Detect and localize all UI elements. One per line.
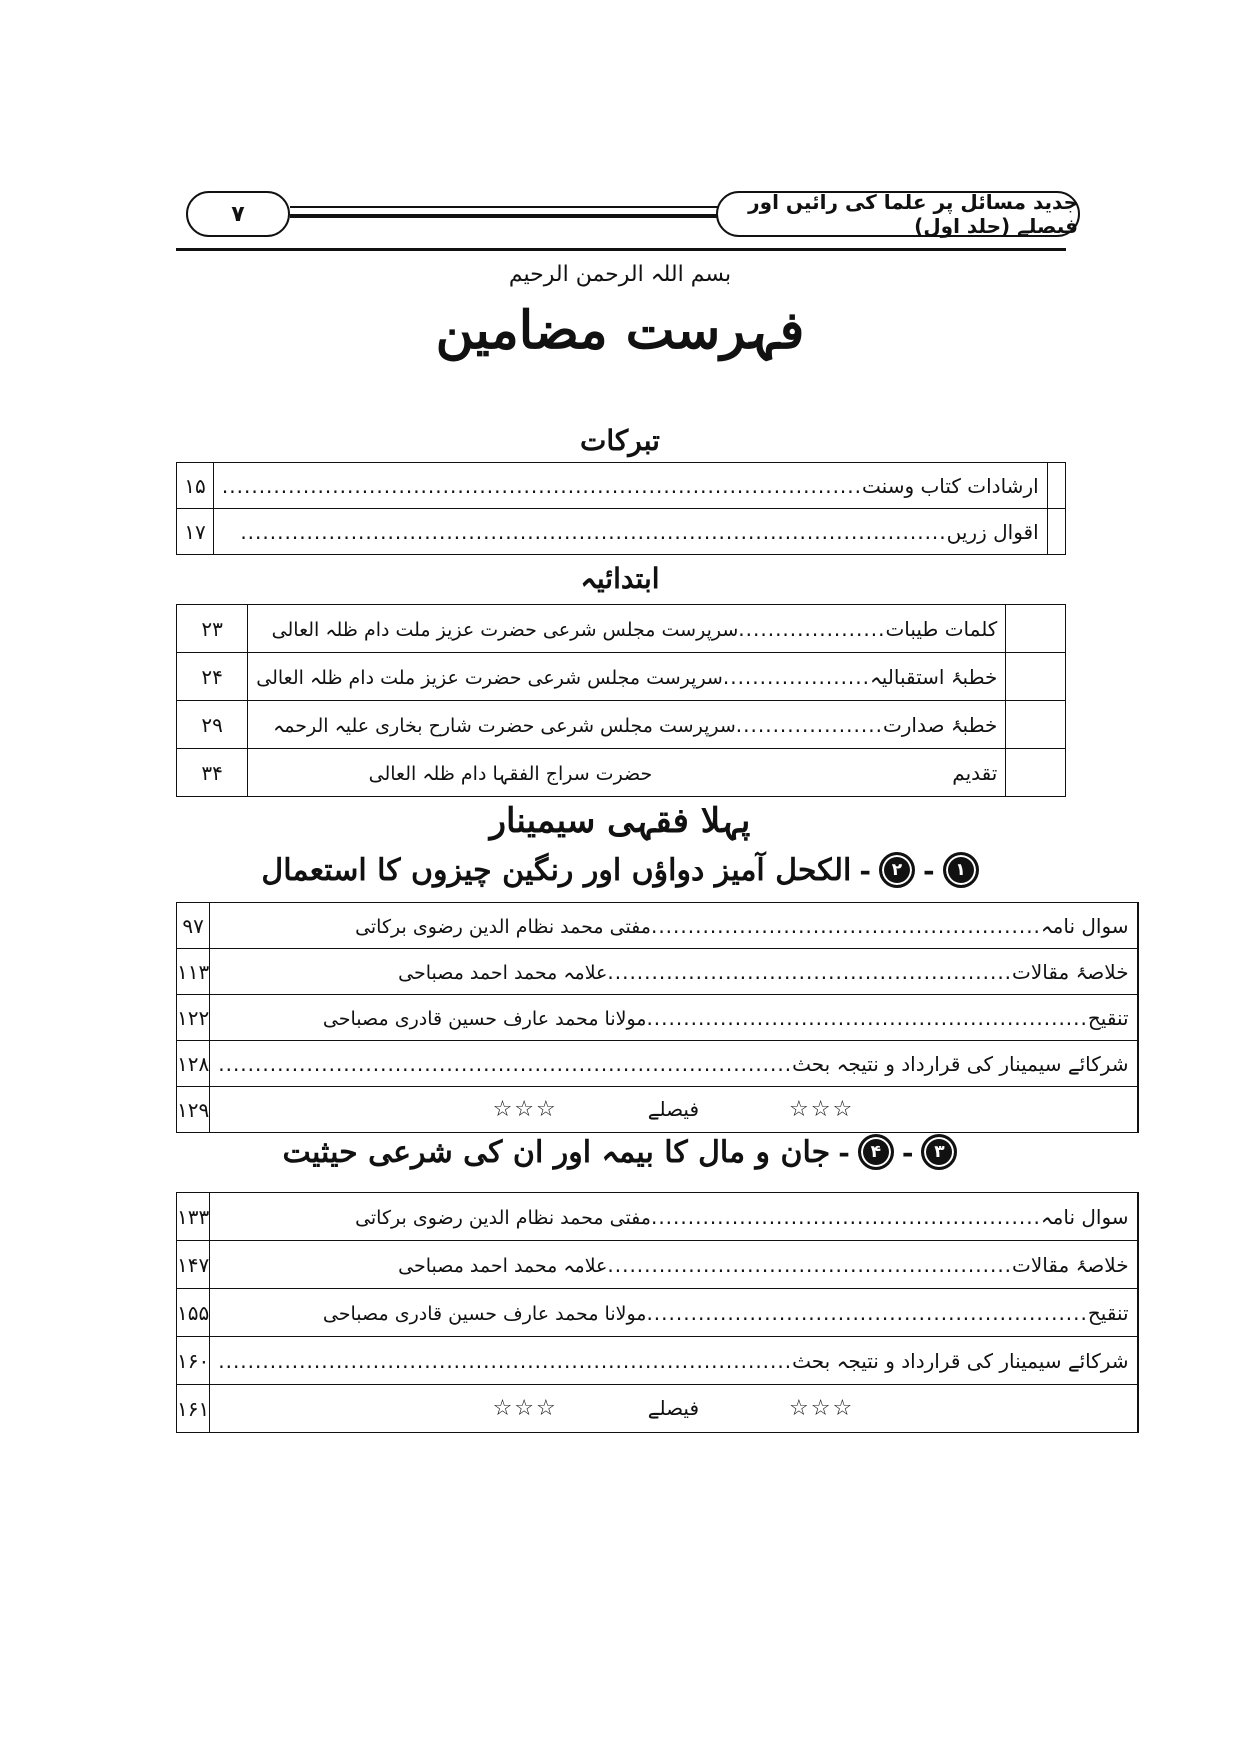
toc-entry-author: مفتی محمد نظام الدین رضوی برکاتی (355, 915, 651, 938)
topic-number-badge: ۲ (879, 852, 915, 888)
running-book-title: جدید مسائل پر علما کی رائیں اور فیصلے (جلد اول) (716, 191, 1080, 237)
toc-table-ibtidaiya (176, 604, 1066, 797)
toc-page-number: ۱۵۵ (177, 1289, 210, 1337)
toc-entry (248, 701, 1006, 749)
toc-entry (210, 903, 1137, 949)
topic-dash: - (859, 853, 871, 887)
decision-label: فیصلے (647, 1396, 700, 1420)
toc-page-number: ۹۷ (177, 903, 210, 949)
toc-empty-cell (1137, 1087, 1138, 1133)
toc-entry-title: تقدیم (952, 760, 998, 785)
toc-empty-cell (1137, 1385, 1138, 1433)
dot-leader: ....................................................... (607, 1252, 1013, 1277)
toc-entry (248, 749, 1006, 797)
toc-entry-title: تنقیح (1087, 1005, 1129, 1030)
dot-leader: .................... (722, 664, 871, 689)
basmala: بسم اللہ الرحمن الرحیم (508, 262, 732, 287)
toc-entry (248, 605, 1006, 653)
dot-leader: ............................................................ (646, 1300, 1088, 1325)
toc-empty-cell (1006, 749, 1066, 797)
toc-empty-cell (1006, 605, 1066, 653)
toc-empty-cell (1137, 903, 1138, 949)
toc-page-number: ۱۴۷ (177, 1241, 210, 1289)
page-title: فہرست مضامین (435, 300, 805, 361)
toc-page-number: ۳۴ (177, 749, 248, 797)
page-number: ۷ (186, 191, 290, 237)
toc-empty-cell (1137, 1241, 1138, 1289)
toc-entry-title: کلمات طیبات (885, 616, 998, 641)
dot-leader: ..................................................... (650, 1204, 1041, 1229)
toc-entry-title: شرکائے سیمینار کی قرارداد و نتیجہ بحث (792, 1051, 1129, 1076)
toc-entry-author: علامہ محمد احمد مصباحی (398, 1254, 608, 1277)
toc-entry-title: خطبۂ صدارت (882, 712, 998, 737)
toc-entry (210, 1337, 1137, 1385)
toc-page-number: ۲۹ (177, 701, 248, 749)
toc-entry (213, 463, 1047, 509)
dot-leader: .............................................................................. (218, 1051, 793, 1076)
dot-leader: ....................................................... (607, 959, 1013, 984)
toc-decision-entry (210, 1385, 1137, 1433)
toc-page-number: ۱۳۳ (177, 1193, 210, 1241)
section-heading-ibtidaiya: ابتدائیہ (580, 562, 660, 595)
star-ornament: ☆☆☆ (789, 1097, 855, 1122)
toc-row (177, 605, 1066, 653)
decision-label: فیصلے (647, 1097, 700, 1121)
toc-row (177, 1041, 1139, 1087)
toc-empty-cell (1047, 463, 1065, 509)
topic-dash: - (901, 1135, 914, 1169)
dot-leader: ..................................................... (650, 913, 1041, 938)
toc-row (177, 903, 1139, 949)
toc-entry-title: اقوال زریں (946, 519, 1039, 544)
toc-entry (210, 1041, 1137, 1087)
toc-row-decision (177, 1087, 1139, 1133)
star-ornament: ☆☆☆ (789, 1396, 855, 1421)
topic-number-badge: ۱ (943, 852, 979, 888)
toc-empty-cell (1137, 1041, 1138, 1087)
toc-entry-author: مفتی محمد نظام الدین رضوی برکاتی (355, 1206, 651, 1229)
toc-empty-cell (1006, 701, 1066, 749)
toc-entry-title: سوال نامہ (1040, 1204, 1129, 1229)
toc-entry-author: علامہ محمد احمد مصباحی (398, 961, 608, 984)
toc-table-topic-1 (176, 902, 1139, 1133)
toc-page-number: ۱۷ (177, 509, 214, 555)
toc-empty-cell (1006, 653, 1066, 701)
toc-entry-author: سرپرست مجلس شرعی حضرت شارح بخاری علیہ الرحمہ (273, 714, 736, 737)
toc-page-number: ۲۴ (177, 653, 248, 701)
toc-row-decision (177, 1385, 1139, 1433)
toc-row (177, 1289, 1139, 1337)
dot-leader: ....................................................................................... (221, 473, 863, 498)
toc-row (177, 463, 1066, 509)
toc-table-topic-2 (176, 1192, 1139, 1433)
toc-table-tabarrukat (176, 462, 1066, 555)
toc-entry-title: تنقیح (1087, 1300, 1129, 1325)
section-heading-seminar: پہلا فقہی سیمینار (489, 801, 751, 841)
toc-page-number: ۱۲۹ (177, 1087, 210, 1133)
dot-leader: .............................................................................. (218, 1348, 793, 1373)
toc-entry-title: خطبۂ استقبالیہ (870, 664, 998, 689)
toc-empty-cell (1137, 1289, 1138, 1337)
toc-entry-title: ارشادات کتاب وسنت (862, 473, 1039, 498)
dot-leader: .................... (738, 616, 886, 641)
toc-entry-author: مولانا محمد عارف حسین قادری مصباحی (322, 1302, 647, 1325)
dot-leader: .................... (735, 712, 883, 737)
toc-row (177, 1337, 1139, 1385)
toc-empty-cell (1137, 995, 1138, 1041)
toc-entry (248, 653, 1006, 701)
topic-number-badge: ۳ (921, 1134, 957, 1170)
topic-dash: - (838, 1135, 850, 1169)
toc-entry (210, 949, 1137, 995)
toc-page-number: ۱۱۳ (177, 949, 210, 995)
topic-title: جان و مال کا بیمہ اور ان کی شرعی حیثیت (282, 1134, 831, 1170)
section-heading-tabarrukat: تبرکات (580, 424, 660, 457)
toc-row (177, 701, 1066, 749)
toc-page-number: ۲۳ (177, 605, 248, 653)
star-ornament: ☆☆☆ (492, 1097, 558, 1122)
toc-entry-author: حضرت سراج الفقہا دام ظلہ العالی (368, 762, 653, 785)
toc-entry-title: سوال نامہ (1040, 913, 1129, 938)
topic-number-badge: ۴ (858, 1134, 894, 1170)
toc-row (177, 995, 1139, 1041)
toc-empty-cell (1047, 509, 1065, 555)
toc-empty-cell (1137, 949, 1138, 995)
topic-heading-2 (0, 1134, 1240, 1170)
toc-entry (210, 1241, 1137, 1289)
topic-title: الکحل آمیز دواؤں اور رنگین چیزوں کا استعمال (261, 852, 852, 888)
dot-leader: ................................................................................................ (240, 519, 947, 544)
toc-entry (210, 1289, 1137, 1337)
topic-heading-1 (0, 852, 1240, 888)
toc-entry-author: مولانا محمد عارف حسین قادری مصباحی (322, 1007, 647, 1030)
toc-page-number: ۱۲۸ (177, 1041, 210, 1087)
header-bottom-rule (176, 248, 1066, 251)
toc-entry-title: شرکائے سیمینار کی قرارداد و نتیجہ بحث (792, 1348, 1129, 1373)
toc-decision-entry (210, 1087, 1137, 1133)
toc-page-number: ۱۶۰ (177, 1337, 210, 1385)
toc-entry (213, 509, 1047, 555)
toc-row (177, 949, 1139, 995)
toc-row (177, 1241, 1139, 1289)
toc-entry-title: خلاصۂ مقالات (1012, 959, 1129, 984)
toc-row (177, 653, 1066, 701)
toc-entry-title: خلاصۂ مقالات (1012, 1252, 1129, 1277)
toc-page-number: ۱۲۲ (177, 995, 210, 1041)
dot-leader: ............................................................ (646, 1005, 1088, 1030)
toc-row (177, 509, 1066, 555)
toc-row (177, 1193, 1139, 1241)
toc-page-number: ۱۶۱ (177, 1385, 210, 1433)
toc-empty-cell (1137, 1337, 1138, 1385)
toc-entry-author: سرپرست مجلس شرعی حضرت عزیز ملت دام ظلہ العالی (256, 666, 723, 689)
star-ornament: ☆☆☆ (492, 1396, 558, 1421)
toc-entry-author: سرپرست مجلس شرعی حضرت عزیز ملت دام ظلہ العالی (271, 618, 739, 641)
toc-row (177, 749, 1066, 797)
topic-dash: - (922, 853, 935, 887)
toc-entry (210, 995, 1137, 1041)
toc-entry (210, 1193, 1137, 1241)
toc-page-number: ۱۵ (177, 463, 214, 509)
toc-empty-cell (1137, 1193, 1138, 1241)
